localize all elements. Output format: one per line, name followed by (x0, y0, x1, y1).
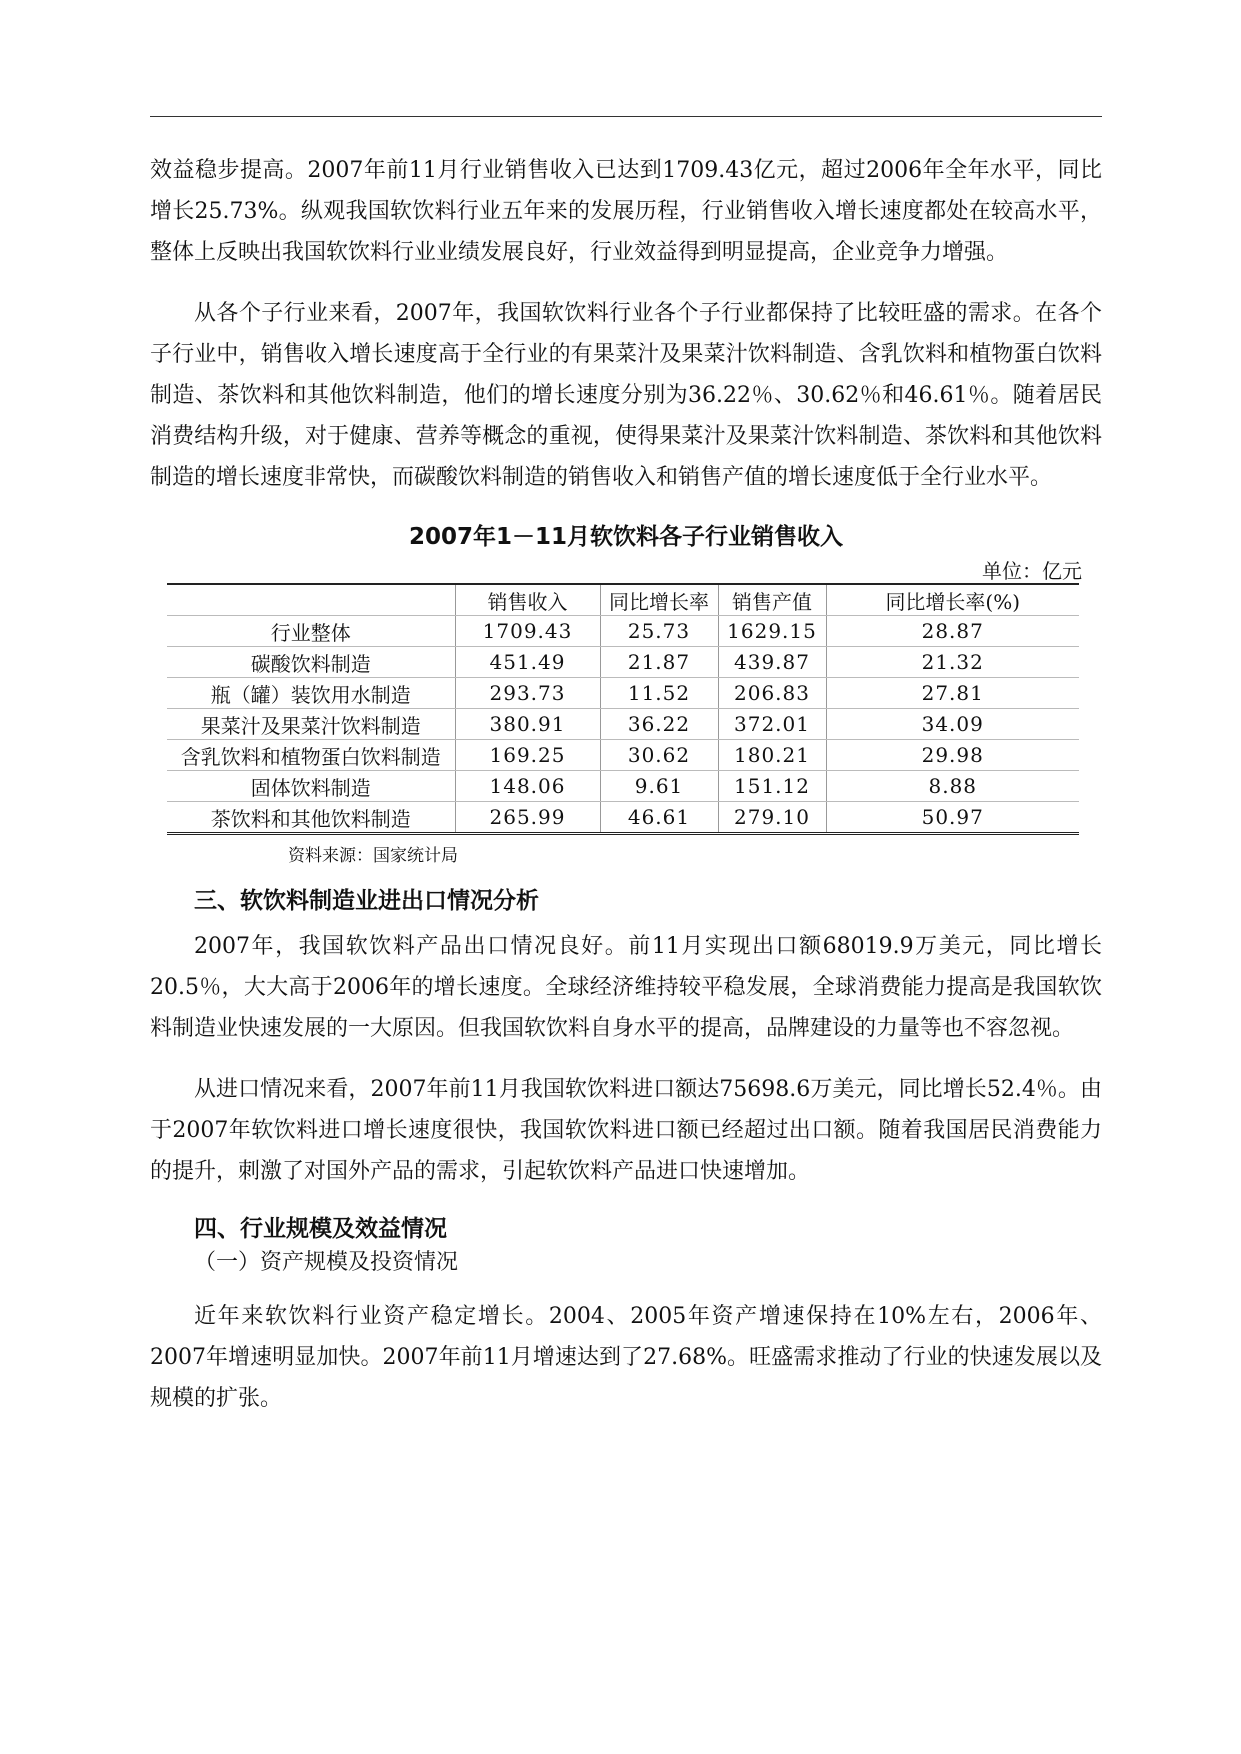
table-cell: 380.91 (455, 709, 600, 740)
table-cell: 21.87 (600, 647, 718, 678)
table-cell: 1709.43 (455, 616, 600, 647)
table-title: 2007年1－11月软饮料各子行业销售收入 (408, 524, 844, 550)
table-cell: 151.12 (718, 771, 826, 802)
section-heading-scale-benefit: 四、行业规模及效益情况 (194, 1216, 447, 1242)
subsector-revenue-table (167, 583, 1079, 835)
table-cell: 50.97 (826, 802, 1079, 834)
subsection-heading-assets: （一）资产规模及投资情况 (194, 1250, 459, 1275)
table-header-cell: 销售收入 (455, 584, 600, 616)
paragraph-assets: 近年来软饮料行业资产稳定增长。2004、2005年资产增速保持在10%左右，2006年、2007年增速明显加快。2007年前11月增速达到了27.68%。旺盛需求推动了行业的快速发展以及规模的扩张。 (150, 1304, 1102, 1411)
table-cell: 8.88 (826, 771, 1079, 802)
paragraph-subsector-overview: 从各个子行业来看，2007年，我国软饮料行业各个子行业都保持了比较旺盛的需求。在各个子行业中，销售收入增长速度高于全行业的有果菜汁及果菜汁饮料制造、含乳饮料和植物蛋白饮料制造、茶饮料和其他饮料制造，他们的增长速度分别为36.22％、30.62％和46.61％。随着居民消费结构升级，对于健康、营养等概念的重视，使得果菜汁及果菜汁饮料制造、茶饮料和其他饮料制造的增长速度非常快，而碳酸饮料制造的销售收入和销售产值的增长速度低于全行业水平。 (150, 301, 1102, 490)
table-cell: 28.87 (826, 616, 1079, 647)
table-cell-label: 瓶（罐）装饮用水制造 (167, 678, 455, 709)
table-cell: 451.49 (455, 647, 600, 678)
table-cell-label: 茶饮料和其他饮料制造 (167, 802, 455, 834)
table-cell: 25.73 (600, 616, 718, 647)
table-cell-label: 固体饮料制造 (167, 771, 455, 802)
paragraph-import: 从进口情况来看，2007年前11月我国软饮料进口额达75698.6万美元，同比增长52.4％。由于2007年软饮料进口增长速度很快，我国软饮料进口额已经超过出口额。随着我国居民消费能力的提升，刺激了对国外产品的需求，引起软饮料产品进口快速增加。 (150, 1077, 1102, 1184)
table-cell: 36.22 (600, 709, 718, 740)
table-row (167, 616, 1079, 647)
table-cell: 293.73 (455, 678, 600, 709)
table-unit: 单位：亿元 (982, 559, 1082, 583)
table-cell: 30.62 (600, 740, 718, 771)
table-header-cell: 销售产值 (718, 584, 826, 616)
table-cell: 265.99 (455, 802, 600, 834)
table-cell: 1629.15 (718, 616, 826, 647)
table-cell: 372.01 (718, 709, 826, 740)
table-cell-label: 碳酸饮料制造 (167, 647, 455, 678)
table-cell: 11.52 (600, 678, 718, 709)
table-row (167, 709, 1079, 740)
table-header-cell (167, 584, 455, 616)
table-cell: 46.61 (600, 802, 718, 834)
table-cell-label: 含乳饮料和植物蛋白饮料制造 (167, 740, 455, 771)
table-row (167, 678, 1079, 709)
table-cell: 169.25 (455, 740, 600, 771)
table-cell: 9.61 (600, 771, 718, 802)
table-cell: 279.10 (718, 802, 826, 834)
table-row (167, 802, 1079, 834)
table-cell: 180.21 (718, 740, 826, 771)
table-cell-label: 果菜汁及果菜汁饮料制造 (167, 709, 455, 740)
table-header-cell: 同比增长率(%) (826, 584, 1079, 616)
table-cell: 148.06 (455, 771, 600, 802)
table-cell: 27.81 (826, 678, 1079, 709)
table-row (167, 771, 1079, 802)
table-source: 资料来源：国家统计局 (288, 846, 458, 866)
table-cell: 34.09 (826, 709, 1079, 740)
table-cell-label: 行业整体 (167, 616, 455, 647)
table-cell: 206.83 (718, 678, 826, 709)
table-row (167, 647, 1079, 678)
paragraph-revenue-overview: 效益稳步提高。2007年前11月行业销售收入已达到1709.43亿元，超过2006年全年水平，同比增长25.73%。纵观我国软饮料行业五年来的发展历程，行业销售收入增长速度都处在较高水平，整体上反映出我国软饮料行业业绩发展良好，行业效益得到明显提高，企业竞争力增强。 (150, 158, 1102, 265)
paragraph-export: 2007年，我国软饮料产品出口情况良好。前11月实现出口额68019.9万美元，同比增长20.5％，大大高于2006年的增长速度。全球经济维持较平稳发展，全球消费能力提高是我国软饮料制造业快速发展的一大原因。但我国软饮料自身水平的提高，品牌建设的力量等也不容忽视。 (150, 934, 1102, 1041)
header-rule (150, 116, 1102, 117)
table-cell: 21.32 (826, 647, 1079, 678)
table-header-cell: 同比增长率 (600, 584, 718, 616)
page-content (150, 150, 1102, 1439)
table-row (167, 740, 1079, 771)
table-cell: 439.87 (718, 647, 826, 678)
section-heading-import-export: 三、软饮料制造业进出口情况分析 (194, 888, 539, 914)
table-cell: 29.98 (826, 740, 1079, 771)
table-header-row (167, 584, 1079, 616)
